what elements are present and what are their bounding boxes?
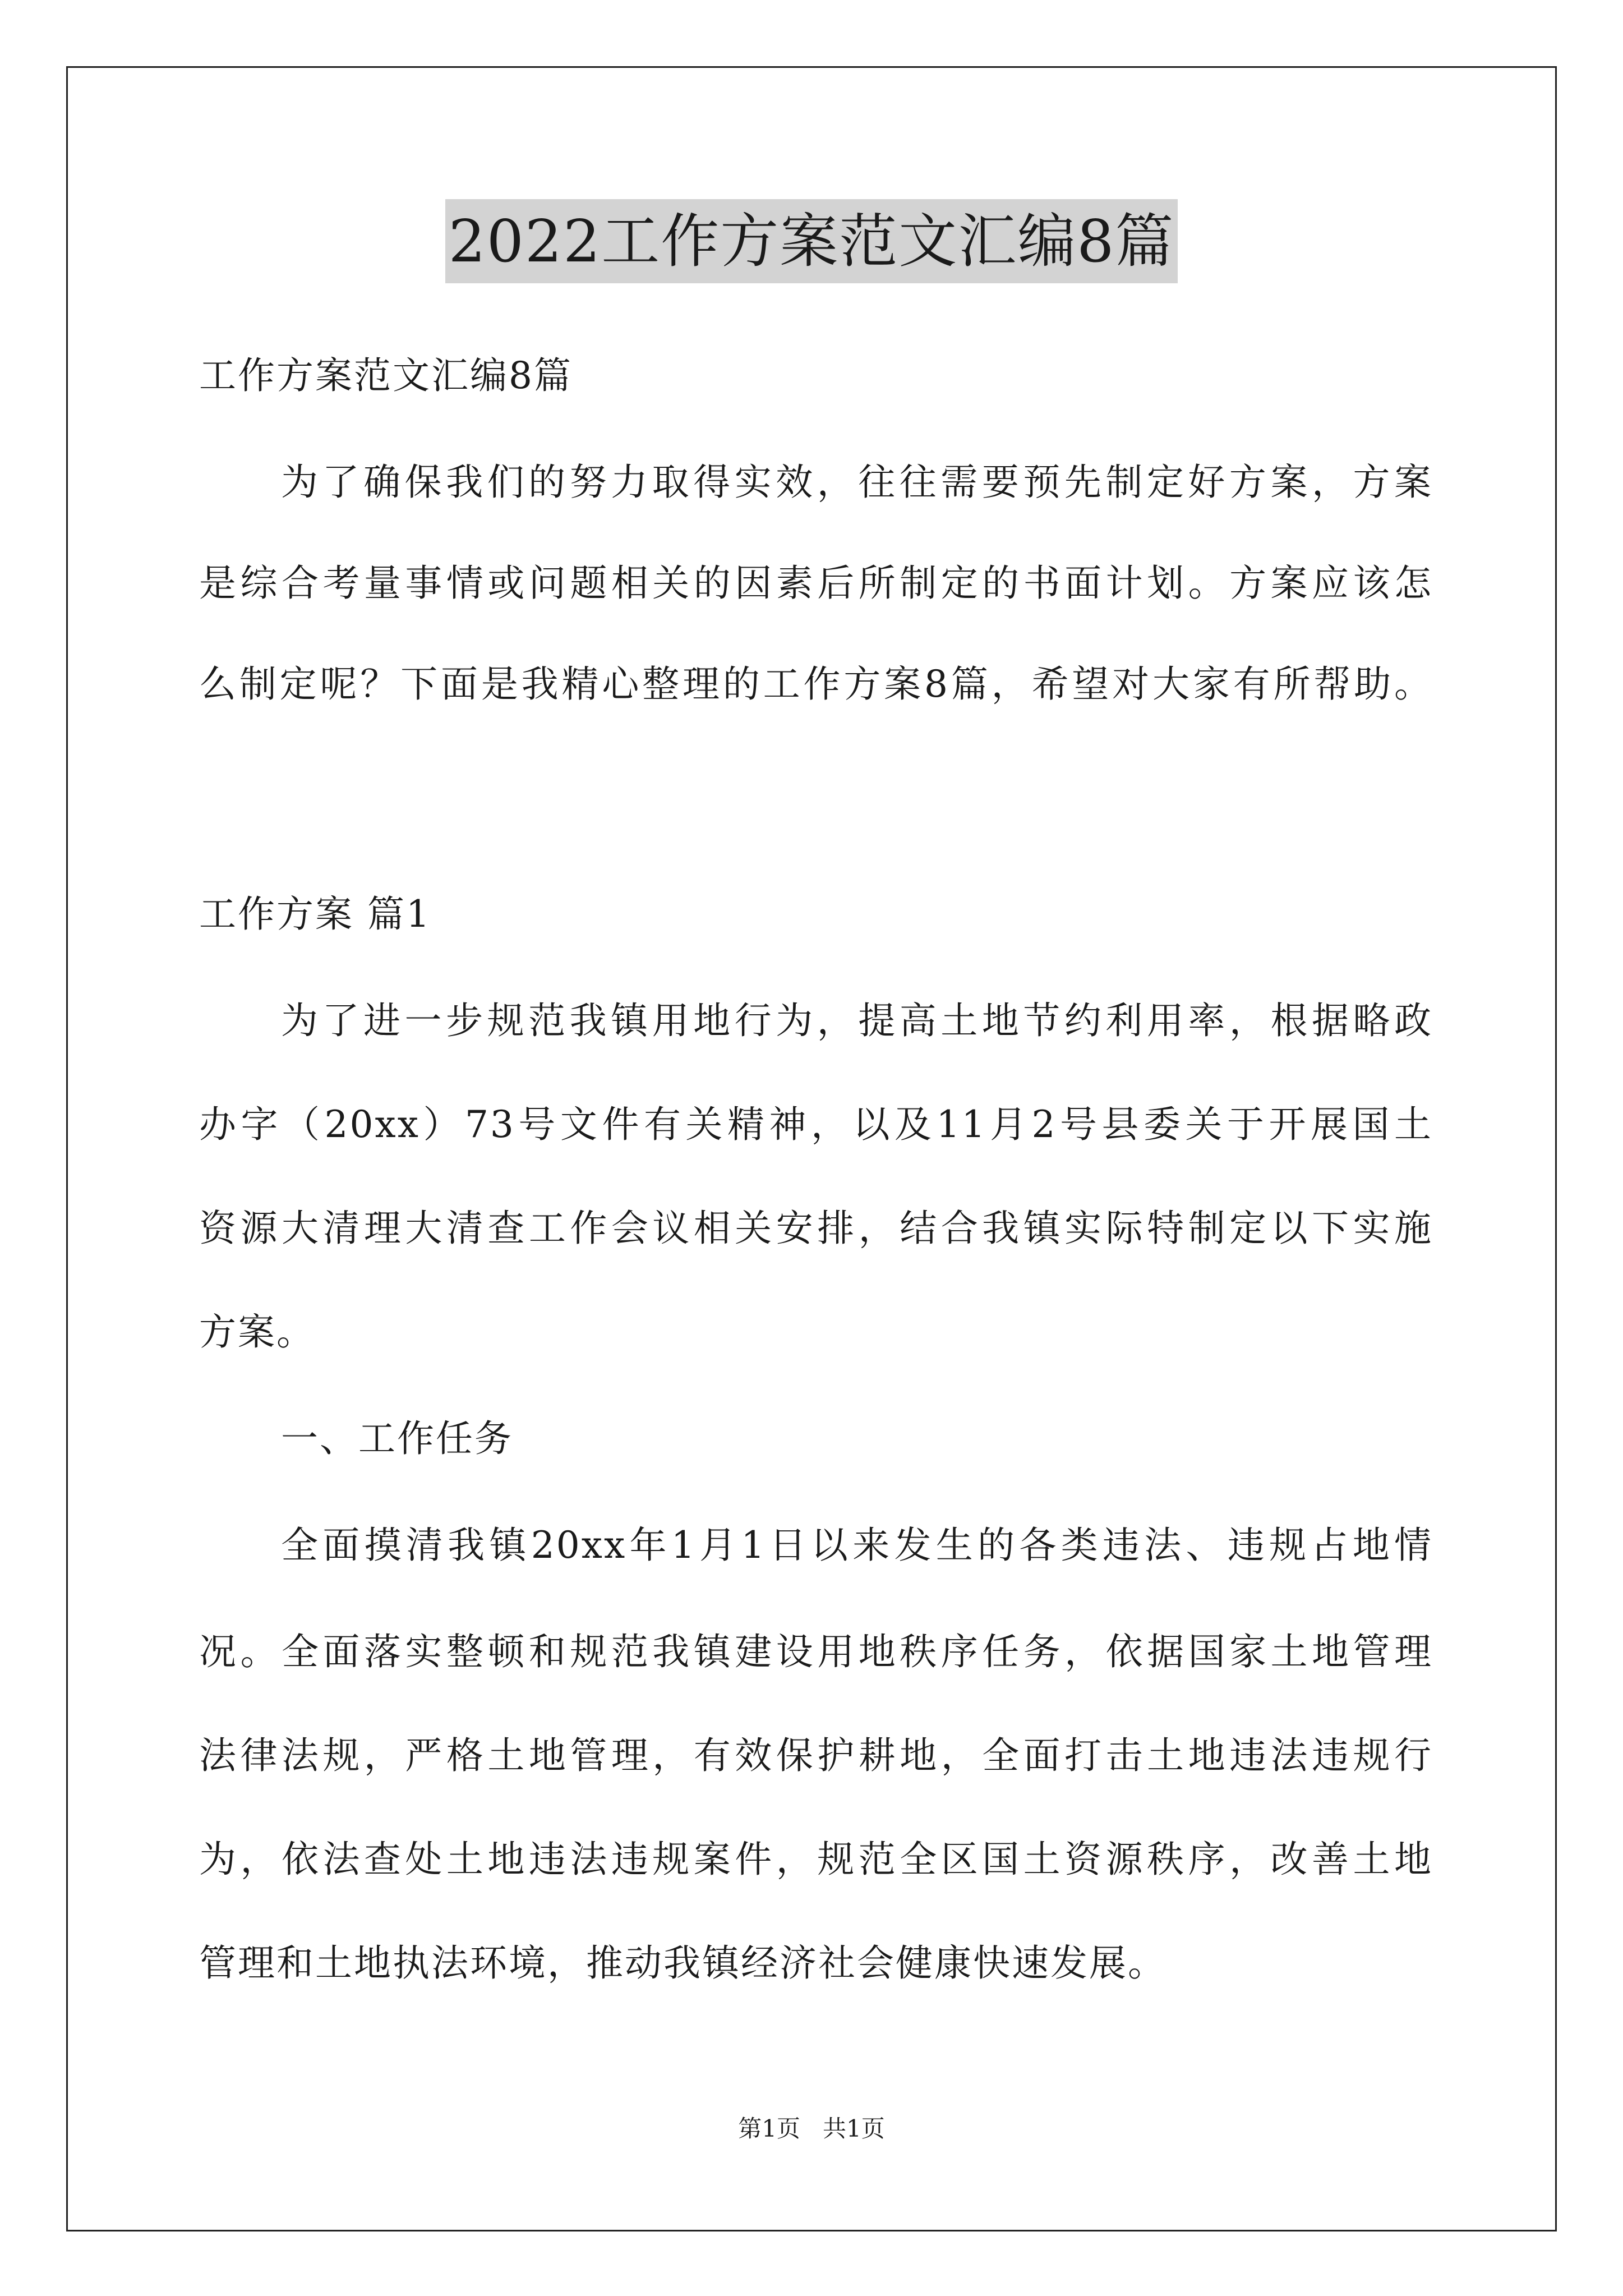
section-para1-line-4: 方案。 [199, 1310, 315, 1354]
section-para1-line-2: 办字（20xx）73号文件有关精神，以及11月2号县委关于开展国土 [199, 1103, 1433, 1146]
section-para1-line-3: 资源大清理大清查工作会议相关安排，结合我镇实际特制定以下实施 [199, 1207, 1433, 1250]
intro-line-2: 是综合考量事情或问题相关的因素后所制定的书面计划。方案应该怎 [199, 562, 1433, 605]
section-para2-line-4: 为，依法查处土地违法违规案件，规范全区国土资源秩序，改善土地 [199, 1838, 1433, 1881]
intro-line-3: 么制定呢？下面是我精心整理的工作方案8篇，希望对大家有所帮助。 [199, 662, 1433, 706]
title-container [0, 199, 1623, 283]
intro-line-1: 为了确保我们的努力取得实效，往往需要预先制定好方案，方案 [281, 461, 1433, 504]
section-para1-line-1: 为了进一步规范我镇用地行为，提高土地节约利用率，根据略政 [281, 999, 1433, 1042]
page-footer: 第1页 共1页 [738, 2115, 885, 2142]
subheading-work-tasks: 一、工作任务 [281, 1417, 513, 1460]
section-heading: 工作方案 篇1 [199, 892, 431, 936]
document-subtitle: 工作方案范文汇编8篇 [199, 354, 573, 397]
section-para2-line-3: 法律法规，严格土地管理，有效保护耕地，全面打击土地违法违规行 [199, 1734, 1433, 1777]
section-para2-line-5: 管理和土地执法环境，推动我镇经济社会健康快速发展。 [199, 1941, 1166, 1985]
document-title: 2022工作方案范文汇编8篇 [445, 199, 1178, 283]
section-para2-line-1: 全面摸清我镇20xx年1月1日以来发生的各类违法、违规占地情 [281, 1524, 1433, 1567]
section-para2-line-2: 况。全面落实整顿和规范我镇建设用地秩序任务，依据国家土地管理 [199, 1630, 1433, 1673]
